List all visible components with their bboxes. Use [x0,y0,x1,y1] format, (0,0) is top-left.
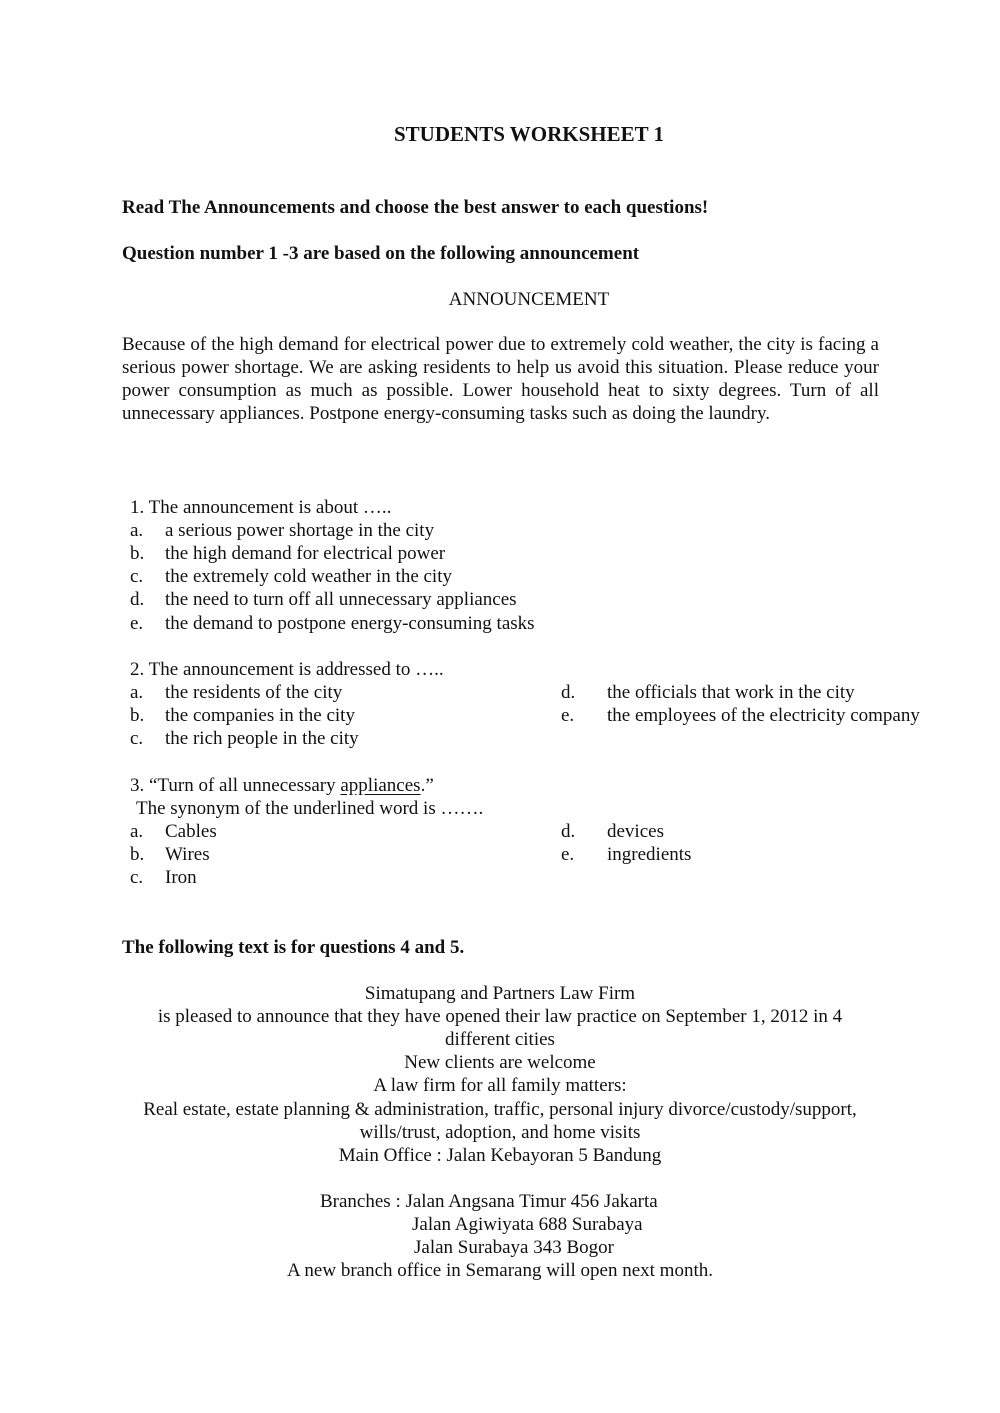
law-firm-line: New clients are welcome [404,1052,596,1073]
law-firm-line: is pleased to announce that they have opened their law practice on September 1, 2012 in 4 [157,1006,843,1027]
q3-stem-after: .” [420,775,434,796]
q2-option-a-letter: a. [130,682,144,703]
q2-option-c[interactable]: the rich people in the city [165,728,359,749]
q2-stem: 2. The announcement is addressed to ….. [130,659,444,680]
worksheet-title: STUDENTS WORKSHEET 1 [394,122,664,146]
law-firm-line: different cities [445,1029,555,1050]
q2-option-e[interactable]: the employees of the electricity company [607,705,920,726]
q1-option-d[interactable]: the need to turn off all unnecessary appliances [165,589,517,610]
branch-surabaya: Jalan Agiwiyata 688 Surabaya [412,1214,643,1235]
q3-option-a[interactable]: Cables [165,821,217,842]
q1-option-a-letter: a. [130,520,144,541]
q1-option-b[interactable]: the high demand for electrical power [165,543,446,564]
q1-option-d-letter: d. [130,589,145,610]
q1-option-b-letter: b. [130,543,145,564]
q1-option-e-letter: e. [130,613,144,634]
q1-option-c[interactable]: the extremely cold weather in the city [165,566,452,587]
q1-stem: 1. The announcement is about ….. [130,497,392,518]
q1-option-a[interactable]: a serious power shortage in the city [165,520,435,541]
q1-option-c-letter: c. [130,566,144,587]
q3-option-d[interactable]: devices [607,821,664,842]
q3-option-c[interactable]: Iron [165,867,197,888]
announcement-heading: ANNOUNCEMENT [448,289,610,310]
q3-option-b-letter: b. [130,844,145,865]
closing-note: A new branch office in Semarang will open next month. [287,1260,713,1281]
q2-option-b-letter: b. [130,705,145,726]
q2-option-d[interactable]: the officials that work in the city [607,682,855,703]
q2-option-b[interactable]: the companies in the city [165,705,355,726]
section1-intro: Question number 1 -3 are based on the following announcement [122,243,640,264]
q2-option-d-letter: d. [561,682,576,703]
q3-option-a-letter: a. [130,821,144,842]
section2-intro: The following text is for questions 4 and 5. [122,937,465,958]
main-office: Main Office : Jalan Kebayoran 5 Bandung [338,1145,662,1166]
law-firm-line: A law firm for all family matters: [373,1075,627,1096]
branches-label: Branches : Jalan Angsana Timur 456 Jakarta [320,1191,658,1212]
branch-bogor: Jalan Surabaya 343 Bogor [414,1237,614,1258]
q2-option-a[interactable]: the residents of the city [165,682,343,703]
q1-option-e[interactable]: the demand to postpone energy-consuming tasks [165,613,535,634]
law-firm-line: Real estate, estate planning & administration, traffic, personal injury divorce/custody/support, [143,1099,857,1120]
q3-option-d-letter: d. [561,821,576,842]
q3-option-b[interactable]: Wires [165,844,210,865]
instruction: Read The Announcements and choose the best answer to each questions! [122,197,709,218]
q3-stem [130,774,434,797]
law-firm-line: wills/trust, adoption, and home visits [359,1122,641,1143]
law-firm-line: Simatupang and Partners Law Firm [364,983,636,1004]
q3-option-c-letter: c. [130,867,144,888]
q2-option-c-letter: c. [130,728,144,749]
q3-stem-before: 3. “Turn of all unnecessary [130,775,341,796]
q2-option-e-letter: e. [561,705,575,726]
q3-option-e-letter: e. [561,844,575,865]
q3-stem-line2: The synonym of the underlined word is ……. [136,798,484,819]
q3-option-e[interactable]: ingredients [607,844,692,865]
announcement-text: Because of the high demand for electrical power due to extremely cold weather, the city is facing a serious power shortage. We are asking residents to help us avoid this situation. Please reduce your power consumption as much as possible. Lower household heat to sixty degrees. Turn of all unnecessary appliances. Postpone energy-consuming tasks such as doing the laundry. [122,334,879,424]
q3-underlined-word: appliances [340,775,421,796]
